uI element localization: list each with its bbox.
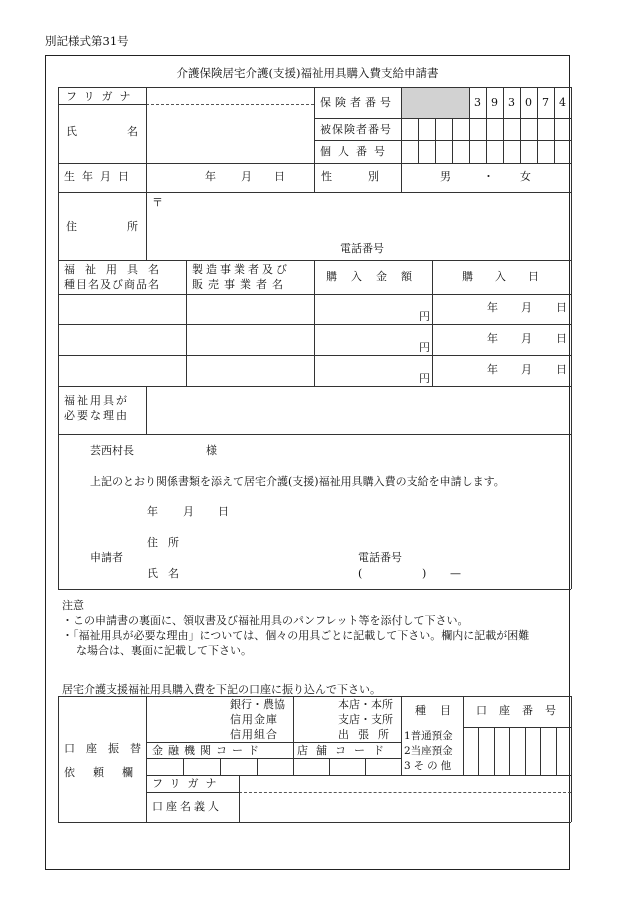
row-day: 日 <box>556 332 567 345</box>
row-month: 月 <box>521 332 532 345</box>
account-holder-label: 口座名義人 <box>152 800 222 813</box>
gender-separator: ・ <box>483 170 494 183</box>
row-month: 月 <box>521 301 532 314</box>
notes-heading: 注意 <box>62 599 84 612</box>
declaration-day: 日 <box>218 505 229 518</box>
phone-label: 電話番号 <box>340 242 384 255</box>
maker-header-line2: 販売事業者名 <box>192 278 288 291</box>
postal-mark: 〒 <box>152 196 163 209</box>
bank-type: 銀行・農協 <box>230 698 285 711</box>
insurer-number-shaded <box>402 88 469 118</box>
insurer-digit: 0 <box>525 96 532 109</box>
personal-number-label: 個人番号 <box>320 145 392 158</box>
date-header: 購入日 <box>462 270 561 283</box>
row-year: 年 <box>487 363 498 376</box>
addressee: 芸西村長 <box>90 444 134 457</box>
kind-option: 3その他 <box>404 760 455 772</box>
row-year: 年 <box>487 301 498 314</box>
insurer-digit: 9 <box>491 96 498 109</box>
insurer-digit: 7 <box>542 96 549 109</box>
bank-section-label-1: 口座振替 <box>64 742 152 755</box>
bank-type: 信用組合 <box>230 728 278 741</box>
note-line: な場合は、裏面に記載して下さい。 <box>76 644 252 657</box>
row-day: 日 <box>556 363 567 376</box>
note-line: ・「福祉用具が必要な理由」については、個々の用具ごとに記載して下さい。欄内に記載が困難 <box>62 629 530 642</box>
yen-label: 円 <box>419 341 430 354</box>
kind-label: 種目 <box>415 704 465 717</box>
bank-type: 信用金庫 <box>230 713 278 726</box>
amount-header: 購入金額 <box>326 270 426 283</box>
address-label: 住所 <box>66 220 188 233</box>
bank-intro: 居宅介護支援福祉用具購入費を下記の口座に振り込んで下さい。 <box>62 683 381 696</box>
insurer-digit: 3 <box>474 96 481 109</box>
birthdate-label: 生年月日 <box>64 170 136 183</box>
row-year: 年 <box>487 332 498 345</box>
bank-code-label: 金融機関コード <box>152 744 264 757</box>
yen-label: 円 <box>419 310 430 323</box>
item-header-line1: 福祉用具名 <box>64 263 169 276</box>
account-number-label: 口座番号 <box>476 704 568 717</box>
reason-label-line1: 福祉用具が <box>64 394 129 407</box>
maker-header-line1: 製造事業者及び <box>192 263 290 276</box>
phone-dash: — <box>450 567 461 580</box>
birth-month: 月 <box>241 170 252 183</box>
row-day: 日 <box>556 301 567 314</box>
declaration-statement: 上記のとおり関係書類を添えて居宅介護(支援)福祉用具購入費の支給を申請します。 <box>90 475 505 488</box>
form-title: 介護保険居宅介護(支援)福祉用具購入費支給申請書 <box>176 66 439 80</box>
insurer-digit: 3 <box>508 96 515 109</box>
declaration-month: 月 <box>183 505 194 518</box>
branch-type: 支店・支所 <box>338 713 393 726</box>
gender-label: 性別 <box>321 170 415 183</box>
gender-female: 女 <box>520 170 531 183</box>
insurer-digit: 4 <box>559 96 566 109</box>
item-header-line2: 種目名及び商品名 <box>64 278 160 291</box>
bank-section-label-2: 依頼欄 <box>64 766 151 779</box>
applicant-name-label: 氏名 <box>147 567 189 580</box>
applicant-label: 申請者 <box>90 551 123 564</box>
birth-year: 年 <box>205 170 216 183</box>
phone-close-paren: ) <box>422 567 427 580</box>
bank-furigana-label: フリガナ <box>152 777 224 790</box>
applicant-address-label: 住所 <box>147 536 189 549</box>
note-line: ・この申請書の裏面に、領収書及び福祉用具のパンフレット等を添付して下さい。 <box>62 614 469 627</box>
row-month: 月 <box>521 363 532 376</box>
name-label-first <box>66 126 188 137</box>
branch-code-label: 店舗コード <box>297 744 392 757</box>
name-label: 氏名 <box>66 125 188 138</box>
branch-type: 本店・本所 <box>338 698 393 711</box>
insurer-number-label: 保険者番号 <box>320 96 395 109</box>
reason-label-line2: 必要な理由 <box>64 409 129 422</box>
honorific: 様 <box>206 444 217 457</box>
insured-number-label: 被保険者番号 <box>320 123 392 136</box>
kind-option: 1普通預金 <box>404 730 453 742</box>
gender-male: 男 <box>440 170 451 183</box>
yen-label: 円 <box>419 372 430 385</box>
branch-type: 出張所 <box>338 728 398 741</box>
applicant-phone-label: 電話番号 <box>358 551 402 564</box>
declaration-year: 年 <box>147 505 158 518</box>
birth-day: 日 <box>274 170 285 183</box>
kind-option: 2当座預金 <box>404 745 453 757</box>
furigana-label: フリガナ <box>66 90 138 103</box>
form-number: 別記様式第31号 <box>45 34 129 48</box>
phone-open-paren: ( <box>358 567 363 580</box>
